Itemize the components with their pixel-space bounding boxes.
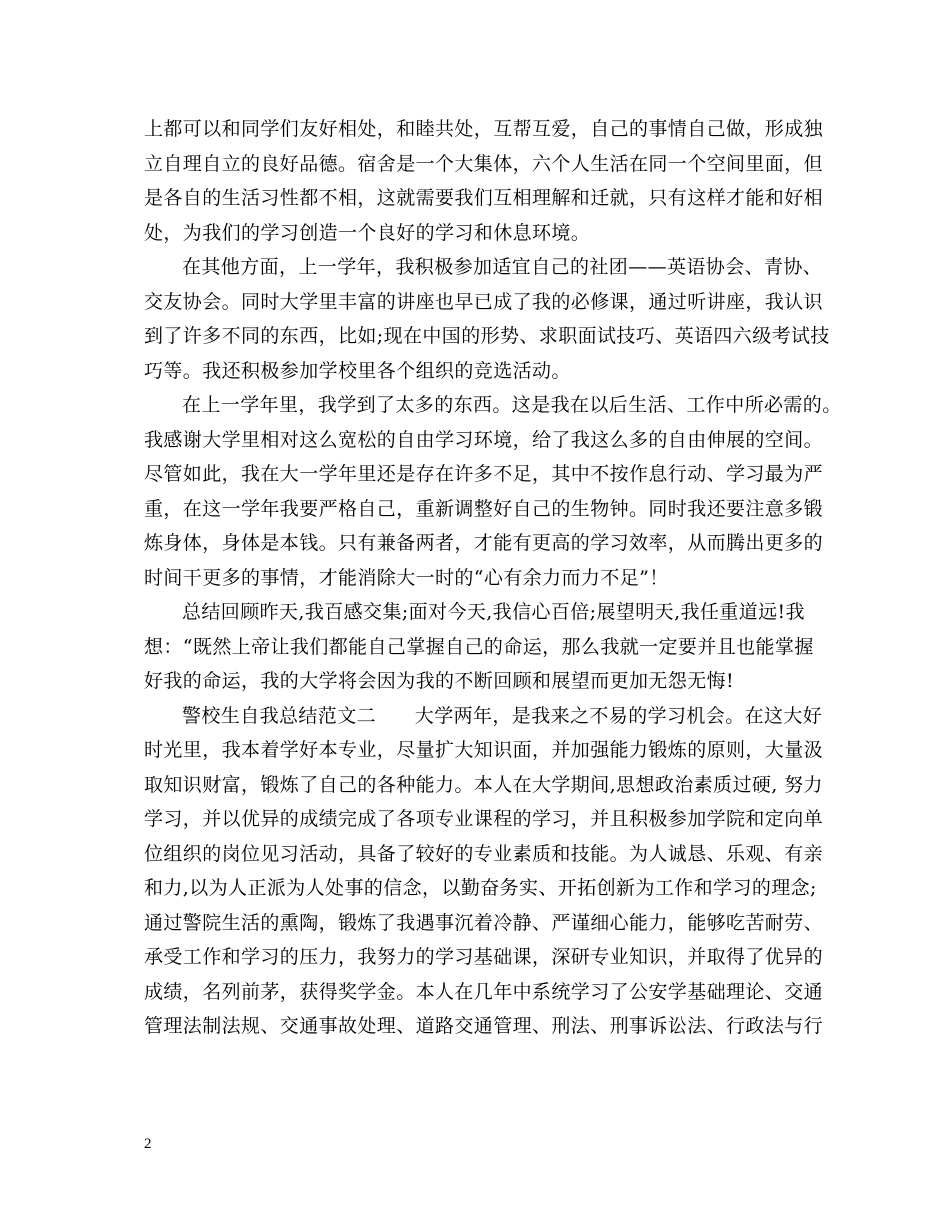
text-line: 学习，并以优异的成绩完成了各项专业课程的学习，并且积极参加学院和定向单 [144, 808, 824, 830]
text-line: 立自理自立的良好品德。宿舍是一个大集体，六个人生活在同一个空间里面，但 [144, 152, 824, 175]
text-line: 时光里，我本着学好本专业，尽量扩大知识面，并加强能力锻炼的原则，大量汲 [144, 739, 824, 761]
text-line: 取知识财富，锻炼了自己的各种能力。本人在大学期间,思想政治素质过硬, 努力 [144, 773, 823, 796]
text-line: 位组织的岗位见习活动，具备了较好的专业素质和技能。为人诚恳、乐观、有亲 [144, 842, 824, 865]
text-line: 时间干更多的事情，才能消除大一时的“心有余力而力不足”！ [144, 566, 669, 589]
text-line: 上都可以和同学们友好相处，和睦共处，互帮互爱，自己的事情自己做，形成独 [144, 118, 824, 140]
text-line: 交友协会。同时大学里丰富的讲座也早已成了我的必修课，通过听讲座，我认识 [144, 290, 824, 313]
text-line: 和力,以为人正派为人处事的信念，以勤奋务实、开拓创新为工作和学习的理念; [144, 877, 817, 899]
text-line: 警校生自我总结范文二 大学两年，是我来之不易的学习机会。在这大好 [182, 704, 823, 727]
text-line: 是各自的生活习性都不相，这就需要我们互相理解和迁就，只有这样才能和好相 [144, 187, 824, 209]
text-line: 总结回顾昨天,我百感交集;面对今天,我信心百倍;展望明天,我任重道远!我 [182, 601, 805, 623]
text-line: 尽管如此，我在大一学年里还是存在许多不足，其中不按作息行动、学习最为严 [144, 463, 824, 485]
text-line: 管理法制法规、交通事故处理、道路交通管理、刑法、刑事诉讼法、行政法与行 [144, 1015, 824, 1037]
page-number: 2 [144, 1136, 152, 1152]
text-line: 炼身体，身体是本钱。只有兼备两者，才能有更高的学习效率，从而腾出更多的 [144, 532, 824, 554]
text-line: 通过警院生活的熏陶，锻炼了我遇事沉着冷静、严谨细心能力，能够吃苦耐劳、 [144, 911, 824, 934]
text-line: 在上一学年里，我学到了太多的东西。这是我在以后生活、工作中所必需的。 [182, 394, 842, 416]
text-line: 承受工作和学习的压力，我努力的学习基础课，深研专业知识，并取得了优异的 [144, 946, 824, 968]
document-body [144, 112, 842, 1044]
text-line: 想：“既然上帝让我们都能自己掌握自己的命运，那么我就一定要并且也能掌握 [144, 635, 814, 658]
text-line: 巧等。我还积极参加学校里各个组织的竞选活动。 [144, 359, 571, 382]
text-line: 处，为我们的学习创造一个良好的学习和休息环境。 [144, 221, 591, 244]
text-line: 我感谢大学里相对这么宽松的自由学习环境，给了我这么多的自由伸展的空间。 [144, 428, 824, 451]
text-line: 成绩，名列前茅，获得奖学金。本人在几年中系统学习了公安学基础理论、交通 [144, 980, 824, 1003]
text-line: 好我的命运，我的大学将会因为我的不断回顾和展望而更加无怨无悔! [144, 670, 735, 692]
text-line: 到了许多不同的东西，比如;现在中国的形势、求职面试技巧、英语四六级考试技 [144, 325, 830, 347]
text-line: 在其他方面，上一学年，我积极参加适宜自己的社团——英语协会、青协、 [182, 256, 823, 278]
text-line: 重，在这一学年我要严格自己，重新调整好自己的生物钟。同时我还要注意多锻 [144, 497, 824, 520]
